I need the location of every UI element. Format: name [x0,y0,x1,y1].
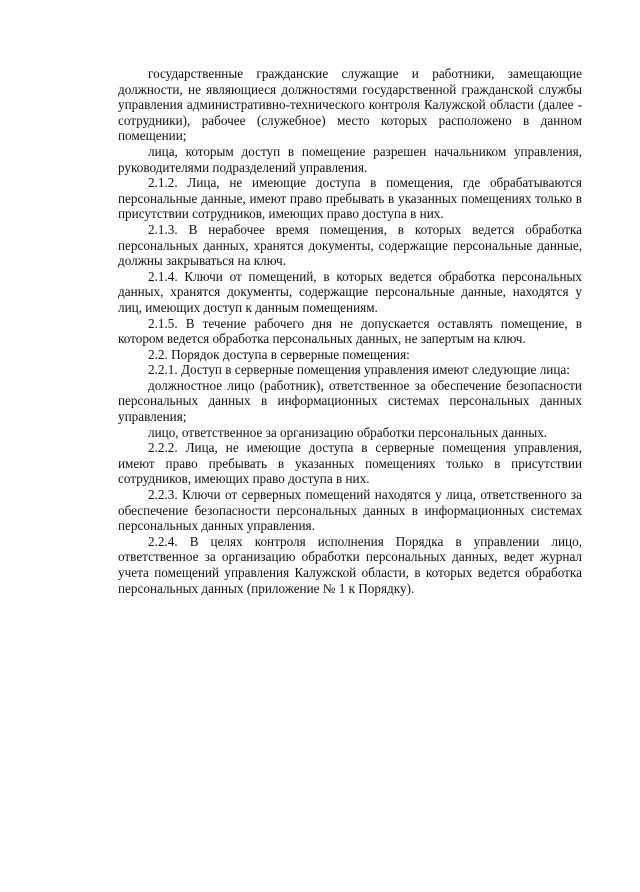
paragraph-2-2-4: 2.2.4. В целях контроля исполнения Порядка в управлении лицо, ответственное за организацию обработки персональных данных, ведет журнал учета помещений управления Калужской области, в которых ведется обработка персональных данных (приложение № 1 к Порядку). [118,533,582,596]
paragraph-2-2-1: 2.2.1. Доступ в серверные помещения управления имеют следующие лица: [148,362,570,378]
paragraph-security-officer: должностное лицо (работник), ответственное за обеспечение безопасности персональных данных в информационных системах персональных данных управления; [118,377,582,425]
paragraph-processing-officer: лицо, ответственное за организацию обработки персональных данных. [148,424,548,440]
paragraph-2-1-5: 2.1.5. В течение рабочего дня не допускается оставлять помещение, в котором ведется обработка персональных данных, не запертым на ключ. [118,315,582,347]
paragraph-2-2-2: 2.2.2. Лица, не имеющие доступа в серверные помещения управления, имеют право пребывать в указанных помещениях только в присутствии сотрудников, имеющих право доступа в них. [118,440,582,487]
paragraph-2-1-4: 2.1.4. Ключи от помещений, в которых ведется обработка персональных данных, хранятся документы, содержащие персональные данные, находятся у лиц, имеющих доступ к данным помещениям. [118,268,582,315]
paragraph-2-2: 2.2. Порядок доступа в серверные помещения: [148,346,410,362]
paragraph-2-1-3: 2.1.3. В нерабочее время помещения, в которых ведется обработка персональных данных, хранятся документы, содержащие персональные данные, должны закрываться на ключ. [118,221,582,269]
paragraph-employees: государственные гражданские служащие и работники, замещающие должности, не являющиеся должностями государственной гражданской службы управления административно-технического контроля Калужской области (далее - сотрудники), рабочее (служебное) место которых расположено в данном помещении; [118,66,582,144]
paragraph-2-1-2: 2.1.2. Лица, не имеющие доступа в помещения, где обрабатываются персональные данные, имеют право пребывать в указанных помещениях только в присутствии сотрудников, имеющих право доступа в них. [118,175,582,222]
paragraph-authorized-persons: лица, которым доступ в помещение разрешен начальником управления, руководителями подразделений управления. [118,143,582,175]
document-body [118,66,582,596]
paragraph-2-2-3: 2.2.3. Ключи от серверных помещений находятся у лица, ответственного за обеспечение безопасности персональных данных в информационных системах персональных данных управления. [118,487,582,534]
